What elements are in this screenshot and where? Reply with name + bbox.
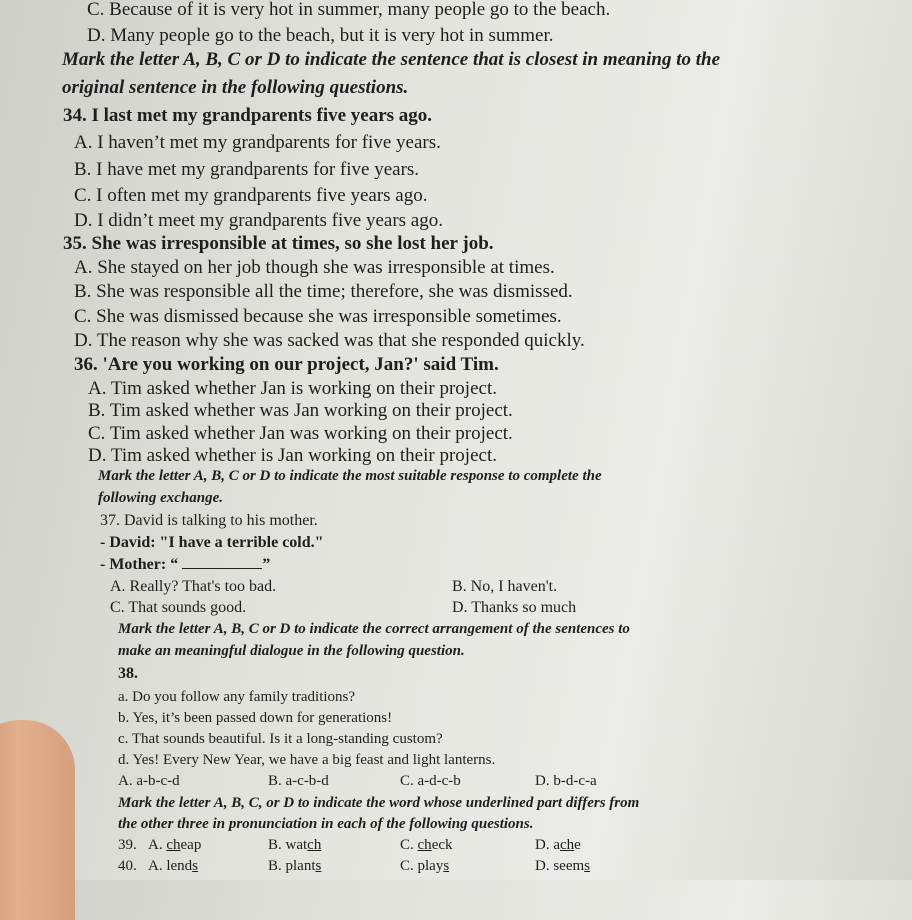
instruction-pronunciation-line2: the other three in pronunciation in each of the following questions. (118, 816, 534, 832)
q38-sentence-a: a. Do you follow any family traditions? (118, 689, 356, 705)
q38-option-b: B. a-c-b-d (268, 773, 329, 789)
q36-option-b: B. Tim asked whether was Jan working on their project. (88, 400, 513, 421)
q37-stem: 37. David is talking to his mother. (100, 512, 318, 529)
q37-david-line: - David: "I have a terrible cold." (100, 534, 324, 551)
q39-option-c: C. check (400, 837, 453, 853)
q35-option-d: D. The reason why she was sacked was that she responded quickly. (74, 330, 585, 351)
instruction-response-line2: following exchange. (98, 490, 224, 506)
instruction-arrange-line1: Mark the letter A, B, C or D to indicate the correct arrangement of the sentences to (118, 621, 630, 637)
q40-option-c: C. plays (400, 858, 450, 874)
q33-option-d: D. Many people go to the beach, but it is very hot in summer. (87, 25, 554, 46)
answer-blank[interactable] (182, 568, 262, 569)
q38-sentence-d: d. Yes! Every New Year, we have a big feast and light lanterns. (118, 752, 496, 768)
q37-mother-close-quote: ” (262, 556, 271, 573)
q34-option-a: A. I haven’t met my grandparents for five years. (74, 132, 441, 153)
q38-number: 38. (118, 665, 138, 682)
instruction-response-line1: Mark the letter A, B, C or D to indicate the most suitable response to complete the (98, 468, 602, 484)
q36-option-a: A. Tim asked whether Jan is working on their project. (88, 378, 497, 399)
q40-option-d: D. seems (535, 858, 590, 874)
q40-option-a: A. lends (148, 858, 199, 874)
q34-option-b: B. I have met my grandparents for five years. (74, 159, 420, 180)
q37-mother-label: - Mother: “ (100, 556, 179, 573)
q33-option-c: C. Because of it is very hot in summer, many people go to the beach. (87, 0, 611, 20)
q38-sentence-c: c. That sounds beautiful. Is it a long-standing custom? (118, 731, 443, 747)
q37-option-c: C. That sounds good. (110, 599, 247, 616)
q35-stem: 35. She was irresponsible at times, so she lost her job. (63, 233, 494, 254)
q38-option-d: D. b-d-c-a (535, 773, 597, 789)
q37-option-d: D. Thanks so much (452, 599, 577, 616)
q36-stem: 36. 'Are you working on our project, Jan?' said Tim. (74, 354, 499, 375)
q34-option-c: C. I often met my grandparents five years ago. (74, 185, 428, 206)
q40-label: 40. (118, 858, 137, 874)
q35-option-a: A. She stayed on her job though she was irresponsible at times. (74, 257, 555, 278)
q40-option-b: B. plants (268, 858, 322, 874)
q37-option-b: B. No, I haven't. (452, 578, 558, 595)
q35-option-b: B. She was responsible all the time; therefore, she was dismissed. (74, 281, 573, 302)
q37-mother-line (100, 557, 270, 573)
q34-stem: 34. I last met my grandparents five years ago. (63, 105, 433, 126)
q39-option-a: A. cheap (148, 837, 202, 853)
q39-label: 39. (118, 837, 137, 853)
q36-option-c: C. Tim asked whether Jan was working on their project. (88, 423, 513, 444)
q34-option-d: D. I didn’t meet my grandparents five years ago. (74, 210, 443, 231)
q37-option-a: A. Really? That's too bad. (110, 578, 277, 595)
q39-option-b: B. watch (268, 837, 322, 853)
finger-photo-artifact (0, 720, 75, 920)
q39-row (118, 838, 137, 853)
q38-option-c: C. a-d-c-b (400, 773, 461, 789)
q35-option-c: C. She was dismissed because she was irresponsible sometimes. (74, 306, 562, 327)
q38-option-a: A. a-b-c-d (118, 773, 180, 789)
instruction-pronunciation-line1: Mark the letter A, B, C, or D to indicate the word whose underlined part differs from (118, 795, 640, 811)
instruction-meaning-line2: original sentence in the following questions. (62, 77, 409, 98)
instruction-meaning-line1: Mark the letter A, B, C or D to indicate the sentence that is closest in meaning to the (62, 49, 720, 70)
instruction-arrange-line2: make an meaningful dialogue in the following question. (118, 643, 465, 659)
q36-option-d: D. Tim asked whether is Jan working on their project. (88, 445, 497, 466)
q38-sentence-b: b. Yes, it’s been passed down for generations! (118, 710, 393, 726)
q39-option-d: D. ache (535, 837, 581, 853)
